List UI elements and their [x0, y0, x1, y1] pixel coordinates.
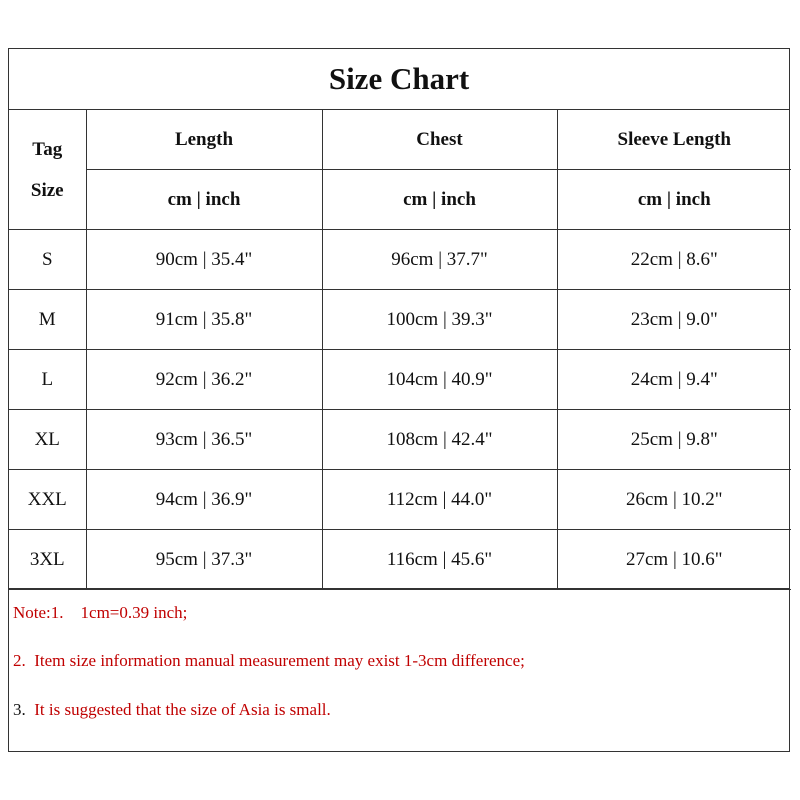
chest-cell: 116cm | 45.6" [322, 530, 557, 590]
sleeve-cell: 24cm | 9.4" [557, 350, 791, 410]
note-1-label: Note:1. [13, 603, 64, 622]
length-cell: 93cm | 36.5" [86, 410, 322, 470]
note-2-text: Item size information manual measurement may exist 1-3cm difference; [34, 651, 525, 670]
length-cell: 92cm | 36.2" [86, 350, 322, 410]
tag-label: Tag [32, 138, 63, 160]
size-cell: XL [9, 410, 86, 470]
note-3-text: It is suggested that the size of Asia is small. [34, 700, 331, 719]
tag-size-header [9, 110, 86, 230]
length-cell: 91cm | 35.8" [86, 290, 322, 350]
sleeve-cell: 27cm | 10.6" [557, 530, 791, 590]
size-label: Size [30, 179, 64, 201]
size-cell: L [9, 350, 86, 410]
chart-title: Size Chart [9, 49, 789, 110]
table-row [9, 530, 791, 590]
table-row [9, 410, 791, 470]
chest-cell: 100cm | 39.3" [322, 290, 557, 350]
note-3-number: 3. [13, 700, 26, 719]
sleeve-length-header: Sleeve Length [557, 110, 791, 170]
length-units: cm | inch [86, 170, 322, 230]
sleeve-cell: 23cm | 9.0" [557, 290, 791, 350]
sleeve-units: cm | inch [557, 170, 791, 230]
size-cell: 3XL [9, 530, 86, 590]
units-row [9, 170, 791, 230]
length-cell: 90cm | 35.4" [86, 230, 322, 290]
length-cell: 95cm | 37.3" [86, 530, 322, 590]
note-2-number: 2. [13, 651, 26, 670]
size-table [9, 110, 791, 590]
notes-section [9, 588, 789, 719]
chest-cell: 104cm | 40.9" [322, 350, 557, 410]
chest-header: Chest [322, 110, 557, 170]
note-1 [13, 603, 187, 623]
table-row [9, 230, 791, 290]
length-cell: 94cm | 36.9" [86, 470, 322, 530]
header-row [9, 110, 791, 170]
chest-cell: 96cm | 37.7" [322, 230, 557, 290]
note-2 [13, 651, 525, 671]
sleeve-cell: 22cm | 8.6" [557, 230, 791, 290]
size-chart [8, 48, 790, 752]
sleeve-cell: 26cm | 10.2" [557, 470, 791, 530]
chest-cell: 112cm | 44.0" [322, 470, 557, 530]
table-row [9, 290, 791, 350]
size-cell: XXL [9, 470, 86, 530]
note-1-text: 1cm=0.39 inch; [80, 603, 188, 622]
table-row [9, 350, 791, 410]
size-cell: S [9, 230, 86, 290]
note-3 [13, 700, 331, 720]
table-row [9, 470, 791, 530]
size-cell: M [9, 290, 86, 350]
chest-units: cm | inch [322, 170, 557, 230]
chest-cell: 108cm | 42.4" [322, 410, 557, 470]
length-header: Length [86, 110, 322, 170]
sleeve-cell: 25cm | 9.8" [557, 410, 791, 470]
